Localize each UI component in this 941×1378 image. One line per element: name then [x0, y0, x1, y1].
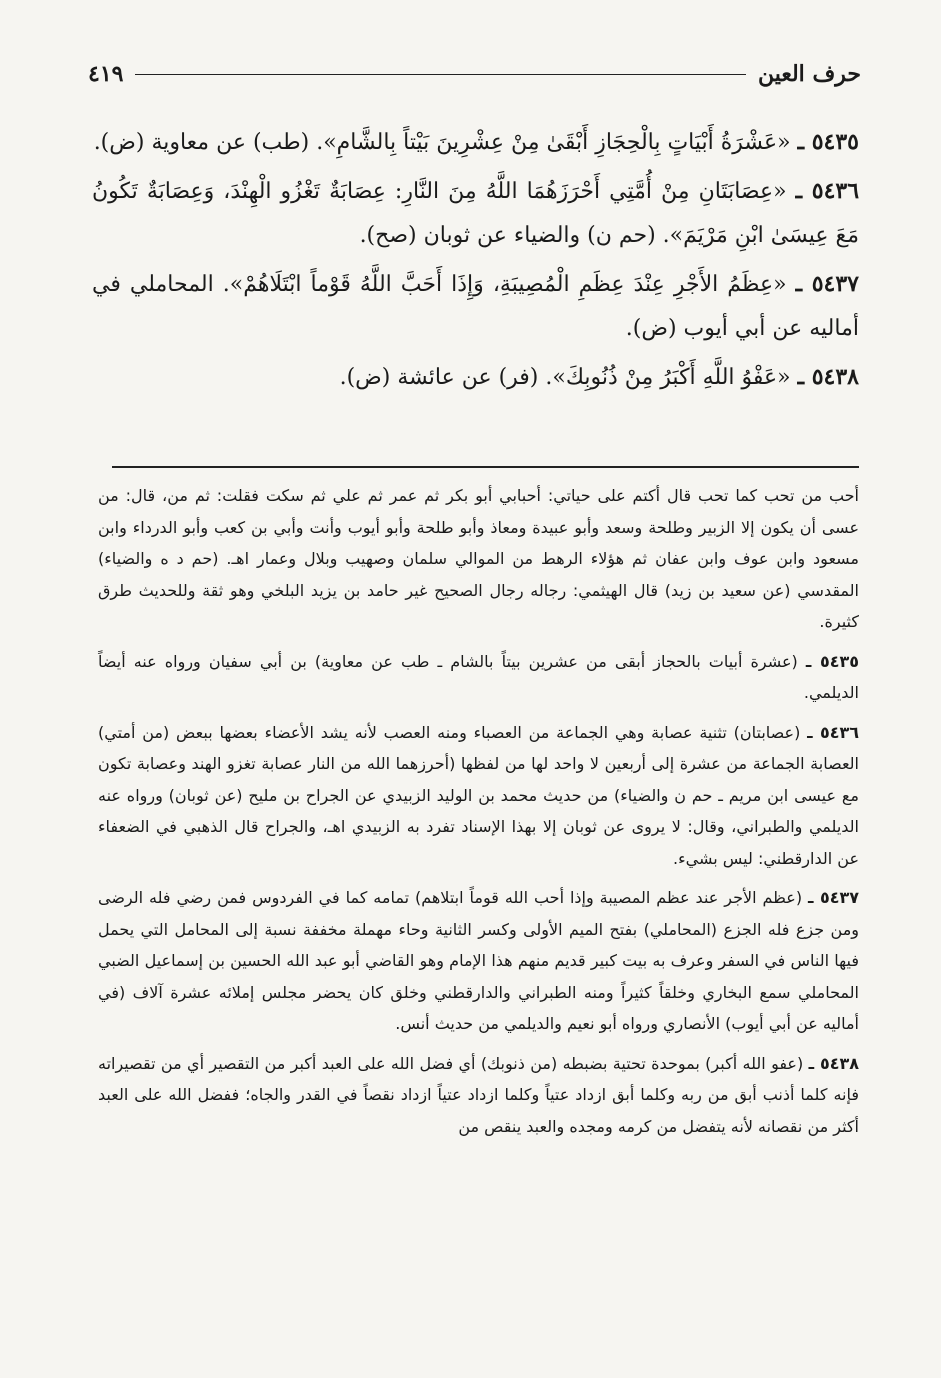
commentary-paragraph — [98, 882, 859, 1040]
hadith-entry — [92, 169, 859, 258]
commentary-text: (عظم الأجر عند عظم المصيبة وإذا أحب الله قوماً ابتلاهم) تمامه كما في الفردوس فمن رضي فله الرضى ومن جزع فله الجزع (المحاملي) بفتح الميم الأولى وكسر الثانية وحاء مهملة مخففة نسبة إلى المحامل التي يحمل فيها الناس في السفر وعرف به بيت كبير قديم منهم هذا الإمام وهو القاضي أبو عبد الله الحسين بن إسماعيل الضبي المحاملي سمع البخاري وخلقاً كثيراً ومنه الطبراني والدارقطني وخلق كان يحضر مجلس إملائه عشرة آلاف (في أماليه عن أبي أيوب) الأنصاري ورواه أبو نعيم والديلمي من حديث أنس. — [98, 888, 859, 1033]
page-header — [88, 56, 861, 92]
commentary-text: (عشرة أبيات بالحجاز أبقى من عشرين بيتاً بالشام ـ طب عن معاوية) بن أبي سفيان ورواه عنه أيضاً الديلمي. — [98, 651, 859, 702]
commentary-paragraph — [98, 717, 859, 875]
page-number: ٤١٩ — [88, 61, 124, 87]
commentary-text: (عفو الله أكبر) بموحدة تحتية بضبطه (من ذنوبك) أي فضل الله على العبد أكبر من التقصير أي من تقصيراته فإنه كلما أذنب أبق من ربه وكلما أبق ازداد عتياً وكلما ازداد عتياً ازداد نقصاً في القدر والجاه؛ ففضل الله على العبد أكثر من نقصانه لأنه يتفضل من كرمه ومجده والعبد ينقص من — [98, 1053, 859, 1136]
commentary-number: ٥٤٣٥ ـ — [805, 651, 860, 671]
entry-text: «عَفْوُ اللَّهِ أَكْبَرُ مِنْ ذُنُوبِكَ». (فر) عن عائشة (ض). — [339, 365, 791, 390]
commentary-text: أحب من تحب كما تحب قال أكتم على حياتي: أحبابي أبو بكر ثم عمر ثم علي ثم سكت فقلت: ثم من، قال: من عسى أن يكون إلا الزبير وطلحة وسعد وأبو عبيدة ومعاذ وأبو طلحة وأبو أيوب وأنت وأبي بن كعب وأبو الدرداء وابن مسعود وابن عوف وابن عفان ثم هؤلاء الرهط من الموالي سلمان وصهيب وبلال وعمار اهـ. (حم د ه والضياء) المقدسي (عن سعيد بن زيد) قال الهيثمي: رجاله رجال الصحيح غير حامد بن يزيد البلخي وهو ثقة وللحديث طرق كثيرة. — [98, 486, 859, 631]
header-rule — [135, 74, 746, 75]
commentary-paragraph — [98, 646, 859, 709]
hadith-entry — [92, 262, 859, 351]
entry-number: ٥٤٣٦ ـ — [795, 178, 860, 204]
entry-text: «عَشْرَةُ أَبْيَاتٍ بِالْحِجَازِ أَبْقَىٰ مِنْ عِشْرِينَ بَيْتاً بِالشَّامِ». (طب) عن معاوية (ض). — [93, 130, 791, 155]
entry-number: ٥٤٣٨ ـ — [797, 364, 859, 390]
entry-text: «عِظَمُ الأَجْرِ عِنْدَ عِظَمِ الْمُصِيبَةِ، وَإِذَا أَحَبَّ اللَّهُ قَوْماً ابْتَلَاهُمْ». المحاملي في أماليه عن أبي أيوب (ض). — [92, 272, 859, 341]
hadith-entry — [92, 355, 859, 400]
commentary-paragraph — [98, 1048, 859, 1143]
commentary-number: ٥٤٣٨ ـ — [808, 1053, 859, 1073]
hadith-entry — [92, 120, 859, 165]
commentary-section — [98, 480, 859, 1150]
commentary-number: ٥٤٣٦ ـ — [807, 722, 860, 742]
commentary-text: (عصابتان) تثنية عصابة وهي الجماعة من العصباء ومنه العصب لأنه يشد الأعضاء بعضها ببعض (من أمتي) العصابة الجماعة من عشرة إلى أربعين لا واحد لها من لفظها (أحرزهما الله من النار عصابة تغزو الهند وعصابة تكون مع عيسى ابن مريم ـ حم ن والضياء) من حديث محمد بن الوليد الزبيدي عن الجراح بن مليح (عن ثوبان) ورواه عنه الديلمي والطبراني، وقال: لا يروى عن ثوبان إلا بهذا الإسناد تفرد به الزبيدي اهـ، والجراح قال الذهبي في الضعفاء عن الدارقطني: ليس بشيء. — [98, 722, 859, 868]
hadith-entries — [92, 120, 859, 404]
commentary-paragraph — [98, 480, 859, 638]
chapter-title: حرف العين — [757, 61, 861, 87]
section-divider — [112, 466, 859, 468]
entry-text: «عِصَابَتَانِ مِنْ أُمَّتِي أَحْرَزَهُمَا اللَّهُ مِنَ النَّارِ: عِصَابَةٌ تَغْزُو الْهِنْدَ، وَعِصَابَةٌ تَكُونُ مَعَ عِيسَىٰ ابْنِ مَرْيَمَ». (حم ن) والضياء عن ثوبان (صح). — [92, 179, 859, 248]
entry-number: ٥٤٣٥ ـ — [797, 129, 859, 155]
commentary-number: ٥٤٣٧ ـ — [808, 888, 859, 907]
entry-number: ٥٤٣٧ ـ — [795, 271, 859, 297]
